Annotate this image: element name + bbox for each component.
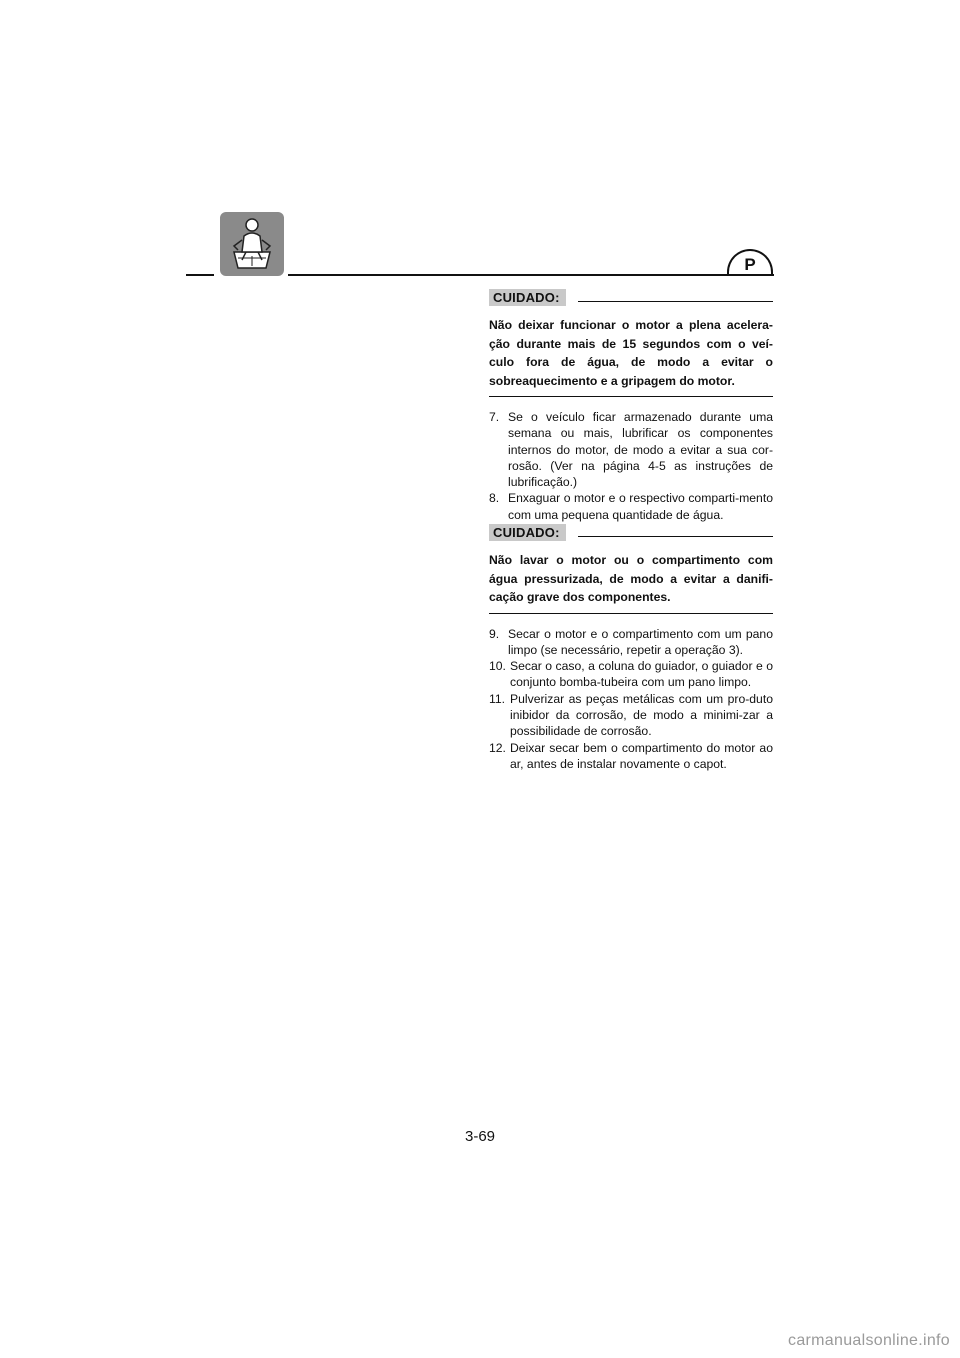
caution-rule — [578, 301, 773, 302]
step-text: Secar o caso, a coluna do guiador, o guiador e o conjunto bomba-tubeira com um pano limpo. — [510, 659, 773, 690]
step-number: 7. — [489, 410, 500, 424]
content-column — [489, 288, 773, 772]
step-number: 12. — [489, 740, 506, 755]
list-item — [489, 409, 773, 490]
list-item — [489, 740, 773, 773]
steps-list — [489, 626, 773, 773]
step-text: Deixar secar bem o compartimento do motor ao ar, antes de instalar novamente o capot. — [510, 740, 773, 771]
page-number: 3-69 — [464, 1128, 496, 1145]
step-text: Se o veículo ficar armazenado durante uma semana ou mais, lubrificar os componentes internos do motor, de modo a evitar a sua cor-rosão. (Ver na página 4-5 as instruções de lubrificação.) — [508, 410, 773, 490]
jet-ski-rider-icon — [220, 212, 284, 276]
language-badge: P — [727, 249, 773, 275]
header-rule-right — [288, 274, 774, 276]
step-text: Enxaguar o motor e o respectivo comparti-mento com uma pequena quantidade de água. — [508, 491, 773, 522]
caution-end-rule — [489, 613, 773, 614]
list-item — [489, 490, 773, 523]
caution-text: Não lavar o motor ou o compartimento com água pressurizada, de modo a evitar a danifi-cação grave dos componentes. — [489, 553, 773, 605]
step-number: 9. — [489, 626, 500, 641]
caution-label: CUIDADO: — [489, 524, 566, 541]
caution-label: CUIDADO: — [489, 289, 566, 306]
caution-text: Não deixar funcionar o motor a plena acelera-ção durante mais de 15 segundos com o veí-culo fora de água, de modo a evitar o sobreaquecimento e a gripagem do motor. — [489, 318, 773, 388]
caution-header — [489, 288, 773, 306]
header-rule-left — [186, 274, 214, 276]
step-number: 8. — [489, 491, 500, 506]
steps-list — [489, 409, 773, 523]
step-text: Pulverizar as peças metálicas com um pro-duto inibidor da corrosão, de modo a minimi-zar a possibilidade de corrosão. — [510, 691, 773, 739]
list-item — [489, 691, 773, 740]
step-number: 11. — [489, 691, 506, 706]
step-number: 10. — [489, 659, 506, 674]
list-item — [489, 626, 773, 659]
list-item — [489, 658, 773, 691]
caution-header — [489, 523, 773, 541]
step-text: Secar o motor e o compartimento com um pano limpo (se necessário, repetir a operação 3). — [508, 626, 773, 657]
caution-end-rule — [489, 396, 773, 397]
watermark: carmanualsonline.info — [788, 1332, 950, 1349]
caution-rule — [578, 536, 773, 537]
